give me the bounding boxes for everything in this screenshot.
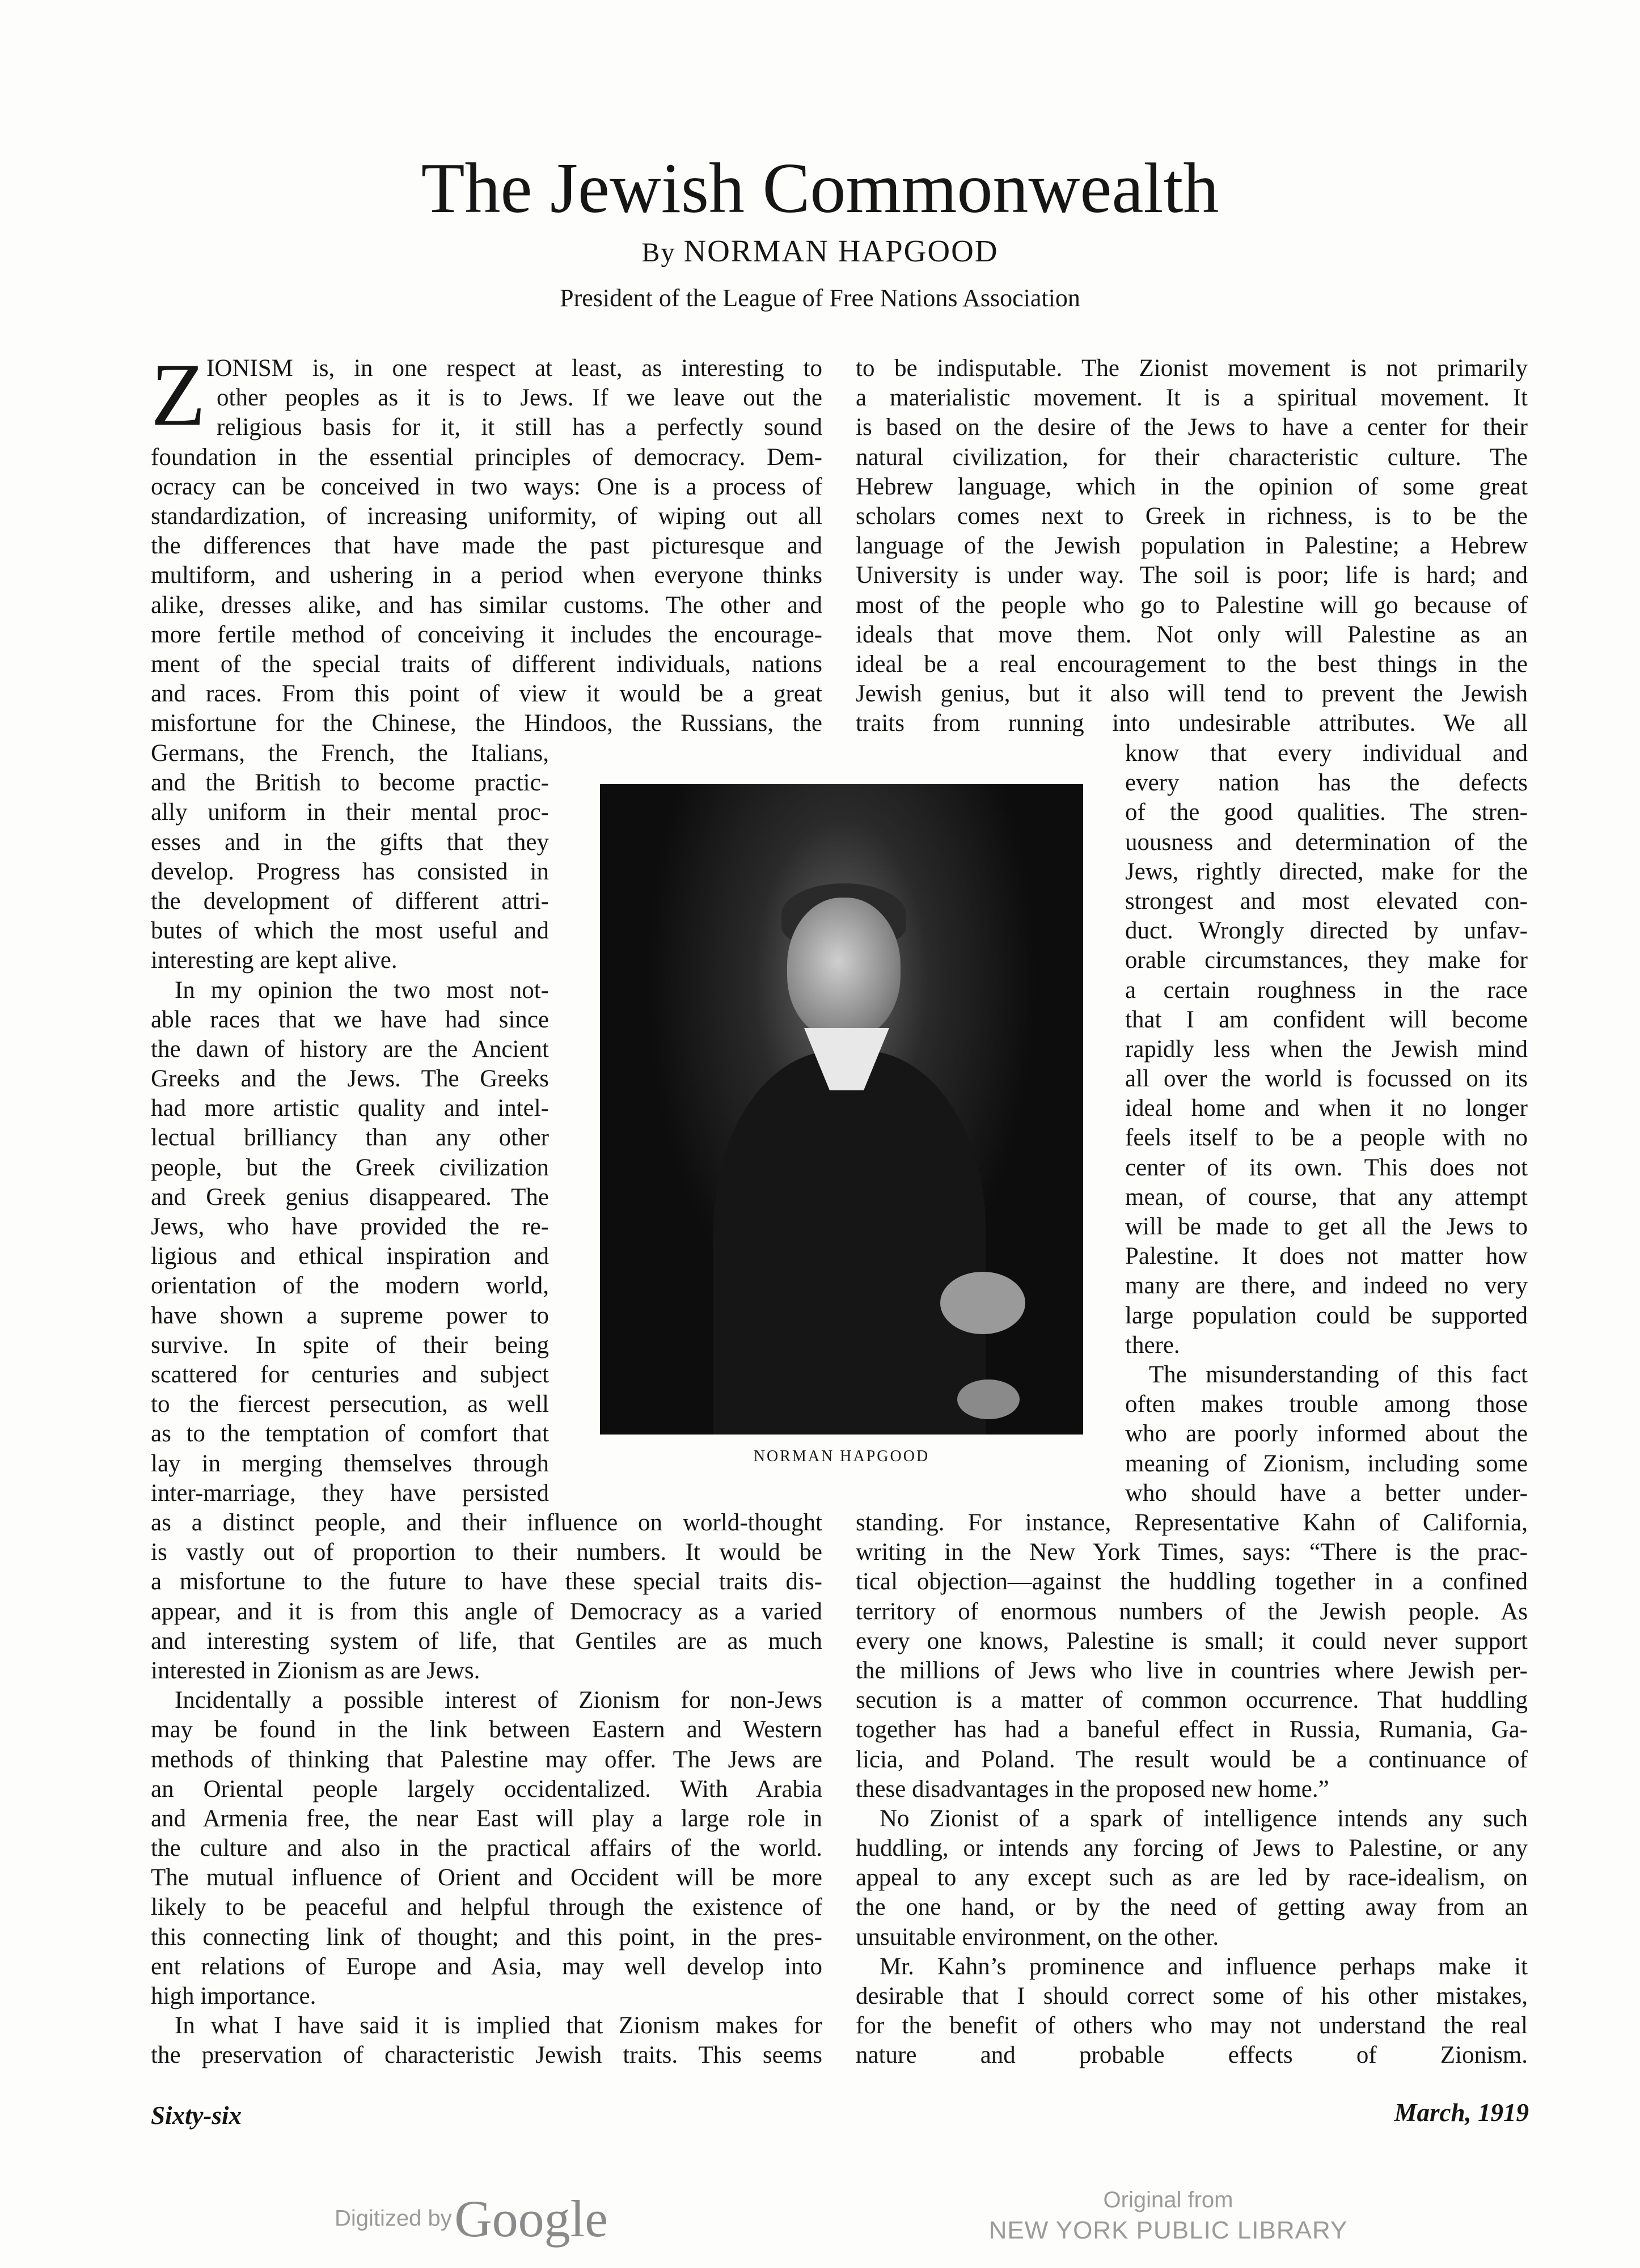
text-line: appear, and it is from this angle of Democracy as a varied (151, 1598, 822, 1625)
text-line: and interesting system of life, that Gentiles are as much (151, 1627, 822, 1655)
text-line: is vastly out of proportion to their numbers. It would be (151, 1539, 822, 1566)
text-line: the preservation of characteristic Jewish traits. This seems (151, 2042, 822, 2069)
text-line: every nation has the defects (1125, 769, 1528, 797)
text-line: more fertile method of conceiving it includes the encourage- (151, 621, 822, 648)
text-line: of the good qualities. The stren- (1125, 799, 1528, 826)
portrait-head (787, 898, 901, 1039)
library-name: NEW YORK PUBLIC LIBRARY (988, 2216, 1348, 2244)
text-line: Jews, rightly directed, make for the (1125, 858, 1528, 885)
text-line: ally uniform in their mental proc- (151, 799, 549, 826)
text-line: survive. In spite of their being (151, 1331, 549, 1359)
text-line: able races that we have had since (151, 1006, 549, 1033)
text-line: a misfortune to the future to have these special traits dis- (151, 1568, 822, 1596)
original-source-watermark (964, 2186, 1372, 2247)
text-line: ment of the special traits of different individuals, nations (151, 650, 822, 678)
text-line: misfortune for the Chinese, the Hindoos, the Russians, the (151, 710, 822, 737)
text-line: know that every individual and (1125, 740, 1528, 767)
text-line: and the British to become practic- (151, 769, 549, 797)
text-line: the millions of Jews who live in countries where Jewish per- (856, 1657, 1528, 1684)
text-line: many are there, and indeed no very (1125, 1272, 1528, 1300)
text-line: people, but the Greek civilization (151, 1154, 549, 1181)
text-line: appeal to any except such as are led by race-idealism, on (856, 1864, 1528, 1892)
text-line: Hebrew language, which in the opinion of some great (856, 473, 1528, 500)
text-line: as to the temptation of comfort that (151, 1420, 549, 1448)
text-line: this connecting link of thought; and this point, in the pres- (151, 1923, 822, 1950)
text-line: who should have a better under- (1125, 1479, 1528, 1507)
right-column-top (856, 354, 1528, 738)
google-logo: Google (454, 2190, 608, 2248)
text-line: to be indisputable. The Zionist movement is not primarily (856, 355, 1528, 382)
article-title: The Jewish Commonwealth (421, 149, 1219, 228)
text-line: Jewish genius, but it also will tend to prevent the Jewish (856, 680, 1528, 708)
text-line: nature and probable effects of Zionism. (856, 2042, 1528, 2069)
right-column-narrow (1125, 739, 1528, 1508)
text-line: lay in merging themselves through (151, 1450, 549, 1477)
text-line: develop. Progress has consisted in (151, 858, 549, 885)
original-from-label: Original from (1103, 2187, 1233, 2212)
photo-caption: NORMAN HAPGOOD (753, 1448, 930, 1465)
text-line: likely to be peaceful and helpful through the existence of (151, 1894, 822, 1921)
text-line: In my opinion the two most not- (175, 976, 549, 1004)
digitized-by-label: Digitized by (335, 2206, 452, 2231)
text-line: meaning of Zionism, including some (1125, 1450, 1528, 1477)
author-affiliation: President of the League of Free Nations Association (560, 284, 1080, 312)
text-line: Jews, who have provided the re- (151, 1213, 549, 1240)
portrait-body (713, 1051, 986, 1435)
text-line: standardization, of increasing uniformity, of wiping out all (151, 502, 822, 530)
text-line: In what I have said it is implied that Zionism makes for (175, 2012, 822, 2039)
text-line: large population could be supported (1125, 1302, 1528, 1329)
text-line: the culture and also in the practical affairs of the world. (151, 1835, 822, 1862)
right-column-bottom (856, 1508, 1528, 2071)
text-line: tical objection—against the huddling together in a confined (856, 1568, 1528, 1596)
author-name: NORMAN HAPGOOD (683, 234, 999, 268)
text-line: will be made to get all the Jews to (1125, 1213, 1528, 1240)
byline (0, 231, 1640, 273)
text-line: foundation in the essential principles of democracy. Dem- (151, 443, 822, 471)
drop-cap: Z (151, 345, 206, 445)
text-line: The mutual influence of Orient and Occident will be more (151, 1864, 822, 1892)
text-line: licia, and Poland. The result would be a continuance of (856, 1746, 1528, 1773)
text-line: there. (1125, 1331, 1180, 1359)
text-line: rapidly less when the Jewish mind (1125, 1035, 1528, 1063)
text-line: standing. For instance, Representative Kahn of California, (856, 1509, 1528, 1536)
text-line: natural civilization, for their characteristic culture. The (856, 443, 1528, 471)
text-line: the dawn of history are the Ancient (151, 1035, 549, 1063)
text-line: multiform, and ushering in a period when everyone thinks (151, 562, 822, 589)
digitized-watermark (335, 2189, 608, 2249)
text-line: strongest and most elevated con- (1125, 887, 1528, 915)
text-line: as a distinct people, and their influence on world-thought (151, 1509, 822, 1536)
text-line: to the fiercest persecution, as well (151, 1391, 549, 1418)
text-line: ent relations of Europe and Asia, may well develop into (151, 1953, 822, 1980)
text-line: duct. Wrongly directed by unfav- (1125, 917, 1528, 945)
text-line: the differences that have made the past picturesque and (151, 532, 822, 560)
text-line: alike, dresses alike, and has similar customs. The other and (151, 591, 822, 619)
text-line: the one hand, or by the need of getting away from an (856, 1894, 1528, 1921)
issue-date: March, 1919 (1394, 2098, 1529, 2127)
text-line: religious basis for it, it still has a perfectly sound (217, 414, 822, 441)
text-line: ideal be a real encouragement to the best things in the (856, 650, 1528, 678)
text-line: Mr. Kahn’s prominence and influence perhaps make it (880, 1953, 1528, 1980)
author-portrait-photo (600, 784, 1083, 1435)
text-line: the development of different attri- (151, 887, 549, 915)
text-line: mean, of course, that any attempt (1125, 1183, 1528, 1211)
text-line: ideal home and when it no longer (1125, 1095, 1528, 1122)
text-line: secution is a matter of common occurrence. That huddling (856, 1687, 1528, 1714)
text-line: a certain roughness in the race (1125, 976, 1528, 1004)
text-line: ocracy can be conceived in two ways: One is a process of (151, 473, 822, 500)
text-line: traits from running into undesirable attributes. We all (856, 710, 1528, 737)
text-line: unsuitable environment, on the other. (856, 1923, 1219, 1950)
text-line: that I am confident will become (1125, 1006, 1528, 1033)
text-line: butes of which the most useful and (151, 917, 549, 945)
text-line: ideals that move them. Not only will Palestine as an (856, 621, 1528, 648)
text-line: The misunderstanding of this fact (1149, 1361, 1528, 1388)
left-column-bottom (151, 1508, 822, 2071)
text-line: scattered for centuries and subject (151, 1361, 549, 1388)
text-line: lectual brilliancy than any other (151, 1124, 549, 1152)
text-line: these disadvantages in the proposed new home.” (856, 1775, 1329, 1802)
text-line: writing in the New York Times, says: “There is the prac- (856, 1539, 1528, 1566)
text-line: No Zionist of a spark of intelligence intends any such (880, 1805, 1528, 1832)
text-line: uousness and determination of the (1125, 828, 1528, 856)
text-line: territory of enormous numbers of the Jewish people. As (856, 1598, 1528, 1625)
text-line: ligious and ethical inspiration and (151, 1243, 549, 1270)
text-line: all over the world is focussed on its (1125, 1065, 1528, 1093)
text-line: a materialistic movement. It is a spiritual movement. It (856, 384, 1528, 412)
text-line: for the benefit of others who may not understand the real (856, 2012, 1528, 2039)
text-line: often makes trouble among those (1125, 1391, 1528, 1418)
text-line: methods of thinking that Palestine may offer. The Jews are (151, 1746, 822, 1773)
left-column-top (151, 345, 822, 738)
text-line: every one knows, Palestine is small; it could never support (856, 1627, 1528, 1655)
text-line: IONISM is, in one respect at least, as interesting to (206, 355, 822, 382)
byline-prefix: By (641, 238, 684, 268)
text-line: and Armenia free, the near East will play a large role in (151, 1805, 822, 1832)
text-line: Greeks and the Jews. The Greeks (151, 1065, 549, 1093)
text-line: orable circumstances, they make for (1125, 947, 1528, 974)
text-line: orientation of the modern world, (151, 1272, 549, 1300)
text-line: esses and in the gifts that they (151, 828, 549, 856)
text-line: scholars comes next to Greek in richness, is to be the (856, 502, 1528, 530)
text-line: high importance. (151, 1983, 316, 2009)
text-line: inter-marriage, they have persisted (151, 1479, 549, 1507)
left-column-narrow (151, 739, 549, 1508)
text-line: is based on the desire of the Jews to have a center for their (856, 414, 1528, 441)
text-line: huddling, or intends any forcing of Jews to Palestine, or any (856, 1835, 1528, 1862)
text-line: Incidentally a possible interest of Zionism for non-Jews (175, 1687, 822, 1714)
text-line: and races. From this point of view it would be a great (151, 680, 822, 708)
text-line: University is under way. The soil is poor; life is hard; and (856, 562, 1528, 589)
text-line: most of the people who go to Palestine will go because of (856, 591, 1528, 619)
text-line: Germans, the French, the Italians, (151, 740, 549, 767)
text-line: an Oriental people largely occidentalized. With Arabia (151, 1775, 822, 1802)
text-line: Palestine. It does not matter how (1125, 1243, 1528, 1270)
text-line: center of its own. This does not (1125, 1154, 1528, 1181)
text-line: other peoples as it is to Jews. If we leave out the (217, 384, 822, 412)
text-line: who are poorly informed about the (1125, 1420, 1528, 1448)
text-line: have shown a supreme power to (151, 1302, 549, 1329)
portrait-hand-lower (957, 1380, 1020, 1419)
text-line: feels itself to be a people with no (1125, 1124, 1528, 1152)
text-line: language of the Jewish population in Palestine; a Hebrew (856, 532, 1528, 560)
text-line: together has had a baneful effect in Russia, Rumania, Ga- (856, 1716, 1528, 1744)
text-line: interested in Zionism as are Jews. (151, 1657, 480, 1684)
portrait-hand (940, 1272, 1025, 1334)
text-line: and Greek genius disappeared. The (151, 1183, 549, 1211)
text-line: had more artistic quality and intel- (151, 1095, 549, 1122)
text-line: interesting are kept alive. (151, 947, 398, 974)
text-line: desirable that I should correct some of his other mistakes, (856, 1983, 1528, 2009)
page-number: Sixty-six (151, 2101, 242, 2130)
text-line: may be found in the link between Eastern and Western (151, 1716, 822, 1744)
